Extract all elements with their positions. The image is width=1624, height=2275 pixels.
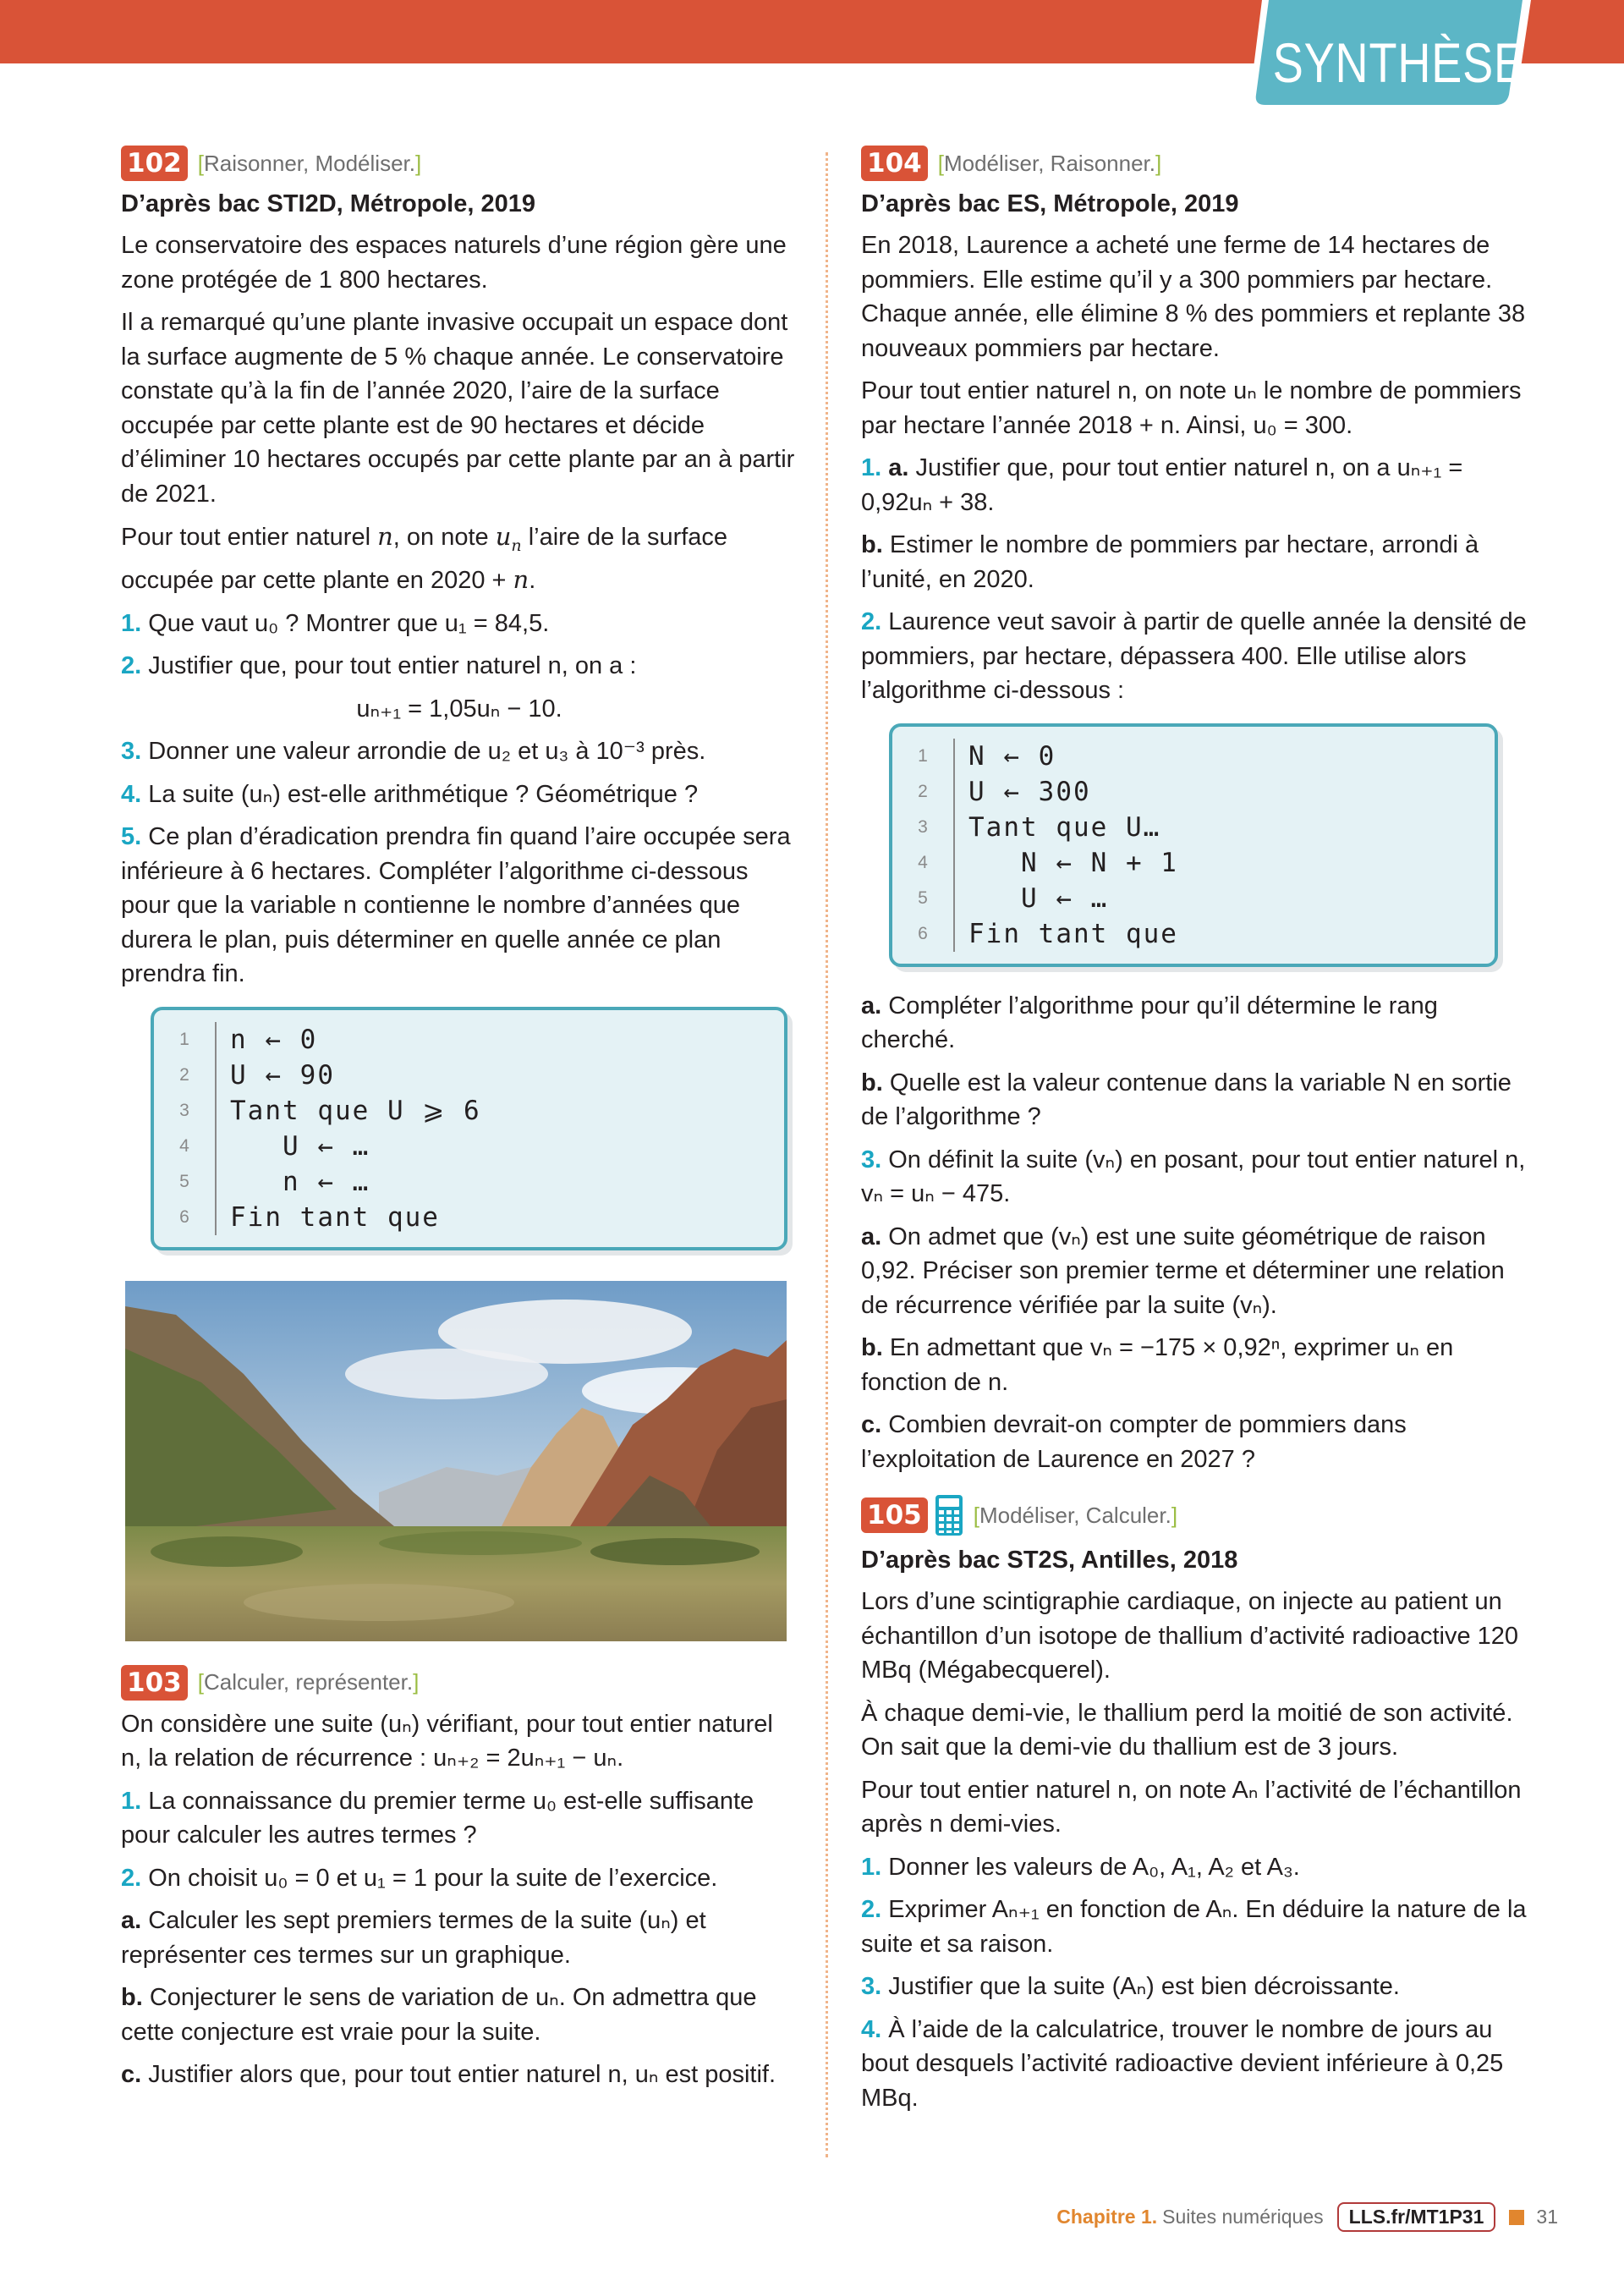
paragraph: À chaque demi-vie, le thallium perd la moitié de son activité. On sait que la demi-vie du thallium est de 3 jours.: [861, 1699, 1513, 1761]
algorithm-line: 2 U ← 300: [892, 774, 1495, 810]
footer-chapter: Chapitre 1.: [1056, 2206, 1158, 2228]
question-1b: b. Estimer le nombre de pommiers par hectare, arrondi à l’unité, en 2020.: [861, 531, 1479, 593]
question-1: 1. La connaissance du premier terme u₀ est-elle suffisante pour calculer les autres termes ?: [121, 1787, 754, 1849]
exercise-source: D’après bac STI2D, Métropole, 2019: [121, 190, 535, 217]
exercise-skills: [Modéliser, Raisonner.]: [937, 150, 1162, 176]
question-2: 2. On choisit u₀ = 0 et u₁ = 1 pour la suite de l’exercice.: [121, 1864, 718, 1892]
paragraph: En 2018, Laurence a acheté une ferme de 14 hectares de pommiers. Elle estime qu’il y a 300 pommiers par hectare. Chaque année, elle élimine 8 % des pommiers et replante 38 nouveaux pommiers par hectare.: [861, 232, 1526, 362]
question-5: 5. Ce plan d’éradication prendra fin quand l’aire occupée sera inférieure à 6 hectares. Compléter l’algorithme ci-dessous pour que la variable n contienne le nombre d’années que durera le plan, puis déterminer en quelle année ce plan prendra fin.: [121, 823, 791, 988]
paragraph: Il a remarqué qu’une plante invasive occupait un espace dont la surface augmente de 5 % chaque année. Le conservatoire constate qu’à la fin de l’année 2020, l’aire de la surface occupée par cette plante est de 90 hectares et décide d’éliminer 10 hectares occupés par cette plante par an à partir de 2021.: [121, 309, 795, 508]
algorithm-line: 6 Fin tant que: [154, 1200, 784, 1235]
algorithm-line: 1 N ← 0: [892, 739, 1495, 774]
question-3a: a. On admet que (vₙ) est une suite géométrique de raison 0,92. Préciser son premier terme et déterminer une relation de récurrence vérifiée par la suite (vₙ).: [861, 1223, 1505, 1319]
right-column: [861, 144, 1538, 2124]
question-2b: b. Conjecturer le sens de variation de uₙ. On admettra que cette conjecture est vraie pour la suite.: [121, 1984, 757, 2046]
exercise-source: D’après bac ST2S, Antilles, 2018: [861, 1547, 1238, 1574]
algorithm-line: 5 U ← …: [892, 881, 1495, 916]
question-3: 3. Justifier que la suite (Aₙ) est bien décroissante.: [861, 1973, 1400, 2000]
exercise-header: [861, 1492, 1538, 1539]
question-3b: b. En admettant que vₙ = −175 × 0,92ⁿ, exprimer uₙ en fonction de n.: [861, 1334, 1454, 1396]
question-3c: c. Combien devrait-on compter de pommiers dans l’exploitation de Laurence en 2027 ?: [861, 1411, 1407, 1473]
paragraph: Lors d’une scintigraphie cardiaque, on injecte au patient un échantillon d’un isotope de thallium d’activité radioactive 120 MBq (Mégabecquerel).: [861, 1588, 1519, 1684]
paragraph: Pour tout entier naturel n, on note uₙ le nombre de pommiers par hectare l’année 2018 + n. Ainsi, u₀ = 300.: [861, 377, 1522, 439]
formula: uₙ₊₁ = 1,05uₙ − 10.: [356, 695, 562, 723]
page-number: 31: [1536, 2206, 1558, 2228]
algorithm-line: 2 U ← 90: [154, 1058, 784, 1093]
section-label: SYNTHÈSE: [1272, 31, 1525, 94]
algorithm-line: 1 n ← 0: [154, 1022, 784, 1058]
algorithm-line: 6 Fin tant que: [892, 916, 1495, 952]
exercise-header: [861, 144, 1538, 183]
question-1: 1. Donner les valeurs de A₀, A₁, A₂ et A₃.: [861, 1853, 1300, 1881]
paragraph: Pour tout entier naturel n, on note $u_n$ l’aire de la surface occupée par cette plante en 2020 + n.: [121, 522, 728, 595]
algorithm-line: 5 n ← …: [154, 1164, 784, 1200]
exercise-104: [861, 144, 1538, 1476]
question-2: 2. Laurence veut savoir à partir de quelle année la densité de pommiers, par hectare, dépassera 400. Elle utilise alors l’algorithme ci-dessous :: [861, 608, 1527, 704]
question-2b: b. Quelle est la valeur contenue dans la variable N en sortie de l’algorithme ?: [861, 1069, 1512, 1130]
exercise-105: [861, 1492, 1538, 2115]
question-2: 2. Justifier que, pour tout entier naturel n, on a :: [121, 652, 637, 680]
exercise-header: [121, 1663, 798, 1702]
exercise-number: 103: [121, 1665, 188, 1701]
question-4: 4. La suite (uₙ) est-elle arithmétique ? Géométrique ?: [121, 780, 699, 808]
algorithm-box: [889, 723, 1498, 967]
question-3: 3. On définit la suite (vₙ) en posant, pour tout entier naturel n, vₙ = uₙ − 475.: [861, 1146, 1526, 1207]
page-footer: [1056, 2202, 1558, 2232]
question-2a: a. Compléter l’algorithme pour qu’il détermine le rang cherché.: [861, 992, 1438, 1053]
question-3: 3. Donner une valeur arrondie de u₂ et u₃ à 10⁻³ près.: [121, 738, 706, 766]
question-4: 4. À l’aide de la calculatrice, trouver le nombre de jours au bout desquels l’activité radioactive devient inférieure à 0,25 MBq.: [861, 2015, 1504, 2112]
algorithm-box: [151, 1007, 787, 1250]
algorithm-line: 3 Tant que U…: [892, 810, 1495, 845]
left-column: [121, 144, 798, 2101]
question-2c: c. Justifier alors que, pour tout entier naturel n, uₙ est positif.: [121, 2061, 776, 2089]
algorithm-line: 3 Tant que U ⩾ 6: [154, 1093, 784, 1129]
canyon-photo: [125, 1281, 787, 1641]
exercise-skills: [Raisonner, Modéliser.]: [197, 150, 422, 176]
paragraph: On considère une suite (uₙ) vérifiant, pour tout entier naturel n, la relation de récurrence : uₙ₊₂ = 2uₙ₊₁ − uₙ.: [121, 1710, 773, 1772]
footer-link[interactable]: LLS.fr/MT1P31: [1337, 2202, 1496, 2232]
column-divider: [826, 152, 828, 2157]
footer-chapter-title: Suites numériques: [1162, 2206, 1324, 2228]
paragraph: Pour tout entier naturel n, on note Aₙ l’activité de l’échantillon après n demi-vies.: [861, 1776, 1522, 1838]
exercise-102: [121, 144, 798, 1663]
exercise-103: [121, 1663, 798, 2092]
exercise-skills: [Modéliser, Calculer.]: [973, 1502, 1178, 1528]
question-2: 2. Exprimer Aₙ₊₁ en fonction de Aₙ. En déduire la nature de la suite et sa raison.: [861, 1896, 1527, 1958]
question-1a: 1. a. Justifier que, pour tout entier naturel n, on a uₙ₊₁ = 0,92uₙ + 38.: [861, 454, 1463, 516]
question-2a: a. Calculer les sept premiers termes de la suite (uₙ) et représenter ces termes sur un graphique.: [121, 1907, 706, 1969]
calculator-icon: [935, 1494, 963, 1536]
question-1: 1. Que vaut u₀ ? Montrer que u₁ = 84,5.: [121, 609, 550, 637]
exercise-header: [121, 144, 798, 183]
exercise-skills: [Calculer, représenter.]: [197, 1669, 420, 1695]
exercise-number: 104: [861, 146, 928, 181]
algorithm-line: 4 U ← …: [154, 1129, 784, 1164]
exercise-number: 102: [121, 146, 188, 181]
footer-square-marker: [1509, 2210, 1524, 2225]
algorithm-line: 4 N ← N + 1: [892, 845, 1495, 881]
exercise-source: D’après bac ES, Métropole, 2019: [861, 190, 1239, 217]
exercise-number: 105: [861, 1497, 928, 1533]
paragraph: Le conservatoire des espaces naturels d’une région gère une zone protégée de 1 800 hectares.: [121, 232, 787, 294]
